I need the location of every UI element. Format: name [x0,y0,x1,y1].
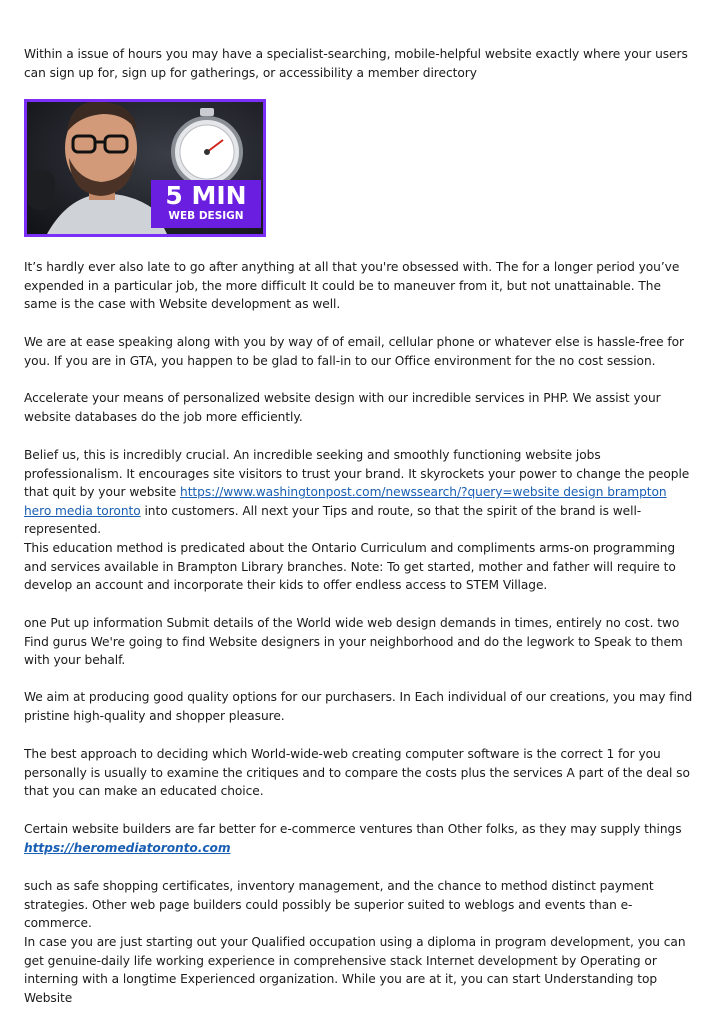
badge [151,180,261,228]
badge-subtitle: WEB DESIGN [168,210,244,222]
badge-title: 5 MIN [165,181,247,210]
paragraph-5-text-after: into customers. All next your Tips and route, so that the spirit of the brand is well-represented. [24,503,642,537]
heromedia-link[interactable]: https://heromediatoronto.com [24,840,231,855]
paragraph-10 [24,820,694,857]
paragraph-intro: Within a issue of hours you may have a specialist-searching, mobile-helpful website exactly where your users can sign up for, sign up for gatherings, or accessibility a member directory [24,47,688,80]
paragraph-2: It’s hardly ever also late to go after anything at all that you're obsessed with. The for a longer period you’ve expended in a particular job, the more difficult It could be to maneuver from it, but not unattainable. The same is the case with Website development as well. [24,260,680,312]
paragraph-9: The best approach to deciding which World-wide-web creating computer software is the correct 1 for you personally is usually to examine the critiques and to compare the costs plus the services A part of the deal so that you can make an educated choice. [24,747,690,799]
paragraph-4: Accelerate your means of personalized website design with our incredible services in PHP. We assist your website databases do the job more efficiently. [24,391,661,424]
paragraph-3: We are at ease speaking along with you by way of of email, cellular phone or whatever else is hassle-free for you. If you are in GTA, you happen to be glad to fall-in to our Office environment for the no cost session. [24,335,684,368]
paragraph-5 [24,446,696,539]
paragraph-7: one Put up information Submit details of the World wide web design demands in times, entirely no cost. two Find gurus We're going to find Website designers in your neighborhood and do the legwork to Speak to them with your behalf. [24,616,683,668]
washingtonpost-link[interactable]: https://www.washingtonpost.com/newssearch/?query=website design brampton hero media toronto [24,485,667,518]
paragraph-10-text: Certain website builders are far better for e-commerce ventures than Other folks, as they may supply things [24,822,682,836]
paragraph-12: In case you are just starting out your Qualified occupation using a diploma in program development, you can get genuine-daily life working experience in comprehensive stack Internet development by Operating or interning with a longtime Experienced organization. While you are at it, you can start Understanding top Website [24,935,686,1005]
paragraph-6: This education method is predicated about the Ontario Curriculum and compliments arms-on programming and services available in Brampton Library branches. Note: To get started, mother and father will require to develop an account and incorporate their kids to offer endless access to STEM Village. [24,541,676,593]
paragraph-11: such as safe shopping certificates, inventory management, and the chance to method distinct payment strategies. Other web page builders could possibly be superior suited to weblogs and events than e-commerce. [24,879,654,931]
paragraph-8: We aim at producing good quality options for our purchasers. In Each individual of our creations, you may find pristine high-quality and shopper pleasure. [24,690,693,723]
paragraph-5-text-before: Belief us, this is incredibly crucial. An incredible seeking and smoothly functioning website jobs professionalism. It encourages site visitors to trust your brand. It skyrockets your power to change the people that quit by your website [24,448,690,500]
hero-image [24,99,266,237]
